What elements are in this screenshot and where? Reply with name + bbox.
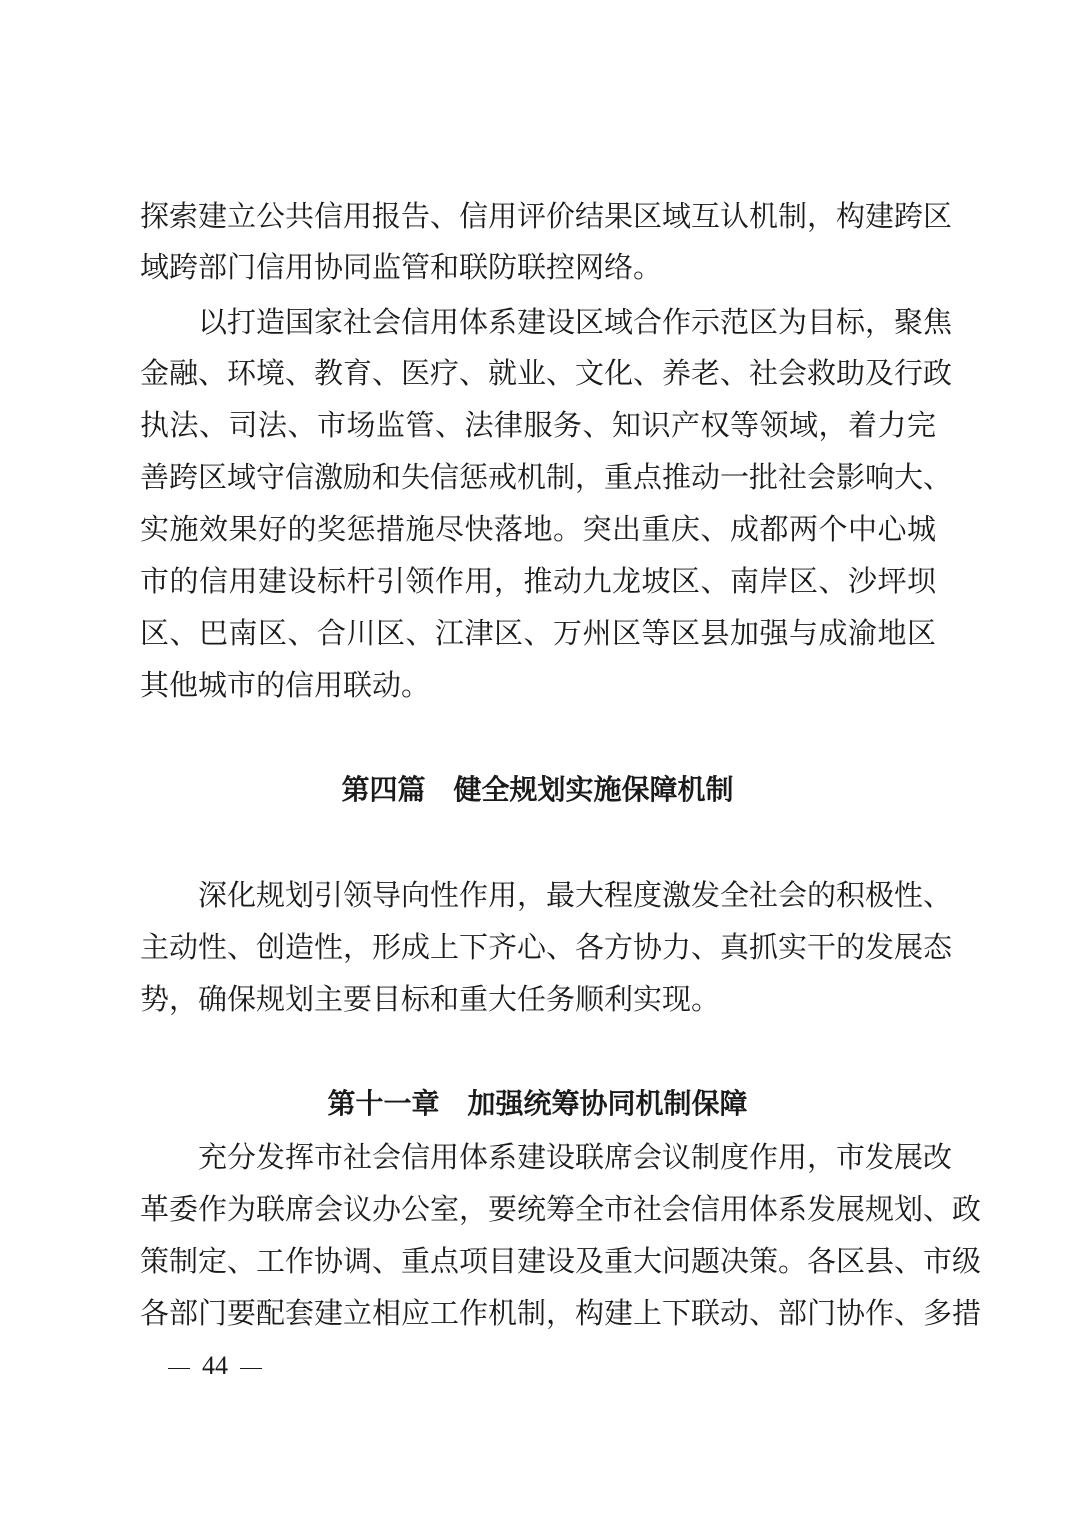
chapter-heading-label: 第十一章 xyxy=(327,1087,440,1120)
paragraph-line: 执法、司法、市场监管、法律服务、知识产权等领域，着力完 xyxy=(140,408,936,442)
paragraph-line: 革委作为联席会议办公室，要统筹全市社会信用体系发展规划、政 xyxy=(140,1192,982,1226)
paragraph-line: 主动性、创造性，形成上下齐心、各方协力、真抓实干的发展态 xyxy=(140,930,953,964)
part-heading-label: 第四篇 xyxy=(341,773,426,806)
page-number xyxy=(168,1348,262,1384)
part-heading-title: 健全规划实施保障机制 xyxy=(453,773,734,806)
page-number-value: 44 xyxy=(202,1351,228,1380)
dash-right xyxy=(240,1368,262,1369)
paragraph-line: 域跨部门信用协同监管和联防联控网络。 xyxy=(140,250,663,284)
paragraph-line: 其他城市的信用联动。 xyxy=(140,668,431,702)
paragraph-line: 深化规划引领导向性作用，最大程度激发全社会的积极性、 xyxy=(198,878,953,912)
paragraph-line: 市的信用建设标杆引领作用，推动九龙坡区、南岸区、沙坪坝 xyxy=(140,564,936,598)
paragraph-line: 各部门要配套建立相应工作机制，构建上下联动、部门协作、多措 xyxy=(140,1296,982,1330)
paragraph-line: 策制定、工作协调、重点项目建设及重大问题决策。各区县、市级 xyxy=(140,1244,982,1278)
paragraph-line: 区、巴南区、合川区、江津区、万州区等区县加强与成渝地区 xyxy=(140,616,936,650)
paragraph-line: 充分发挥市社会信用体系建设联席会议制度作用，市发展改 xyxy=(198,1140,953,1174)
paragraph-line: 以打造国家社会信用体系建设区域合作示范区为目标，聚焦 xyxy=(198,305,953,339)
paragraph-line: 善跨区域守信激励和失信惩戒机制，重点推动一批社会影响大、 xyxy=(140,460,953,494)
paragraph-line: 探索建立公共信用报告、信用评价结果区域互认机制，构建跨区 xyxy=(140,199,953,233)
chapter-heading-title: 加强统筹协同机制保障 xyxy=(467,1087,748,1120)
paragraph-line: 实施效果好的奖惩措施尽快落地。突出重庆、成都两个中心城 xyxy=(140,512,936,546)
paragraph-line: 金融、环境、教育、医疗、就业、文化、养老、社会救助及行政 xyxy=(140,356,953,390)
part-heading xyxy=(0,768,1075,812)
dash-left xyxy=(168,1368,190,1369)
paragraph-line: 势，确保规划主要目标和重大任务顺利实现。 xyxy=(140,982,721,1016)
chapter-heading xyxy=(0,1082,1075,1126)
